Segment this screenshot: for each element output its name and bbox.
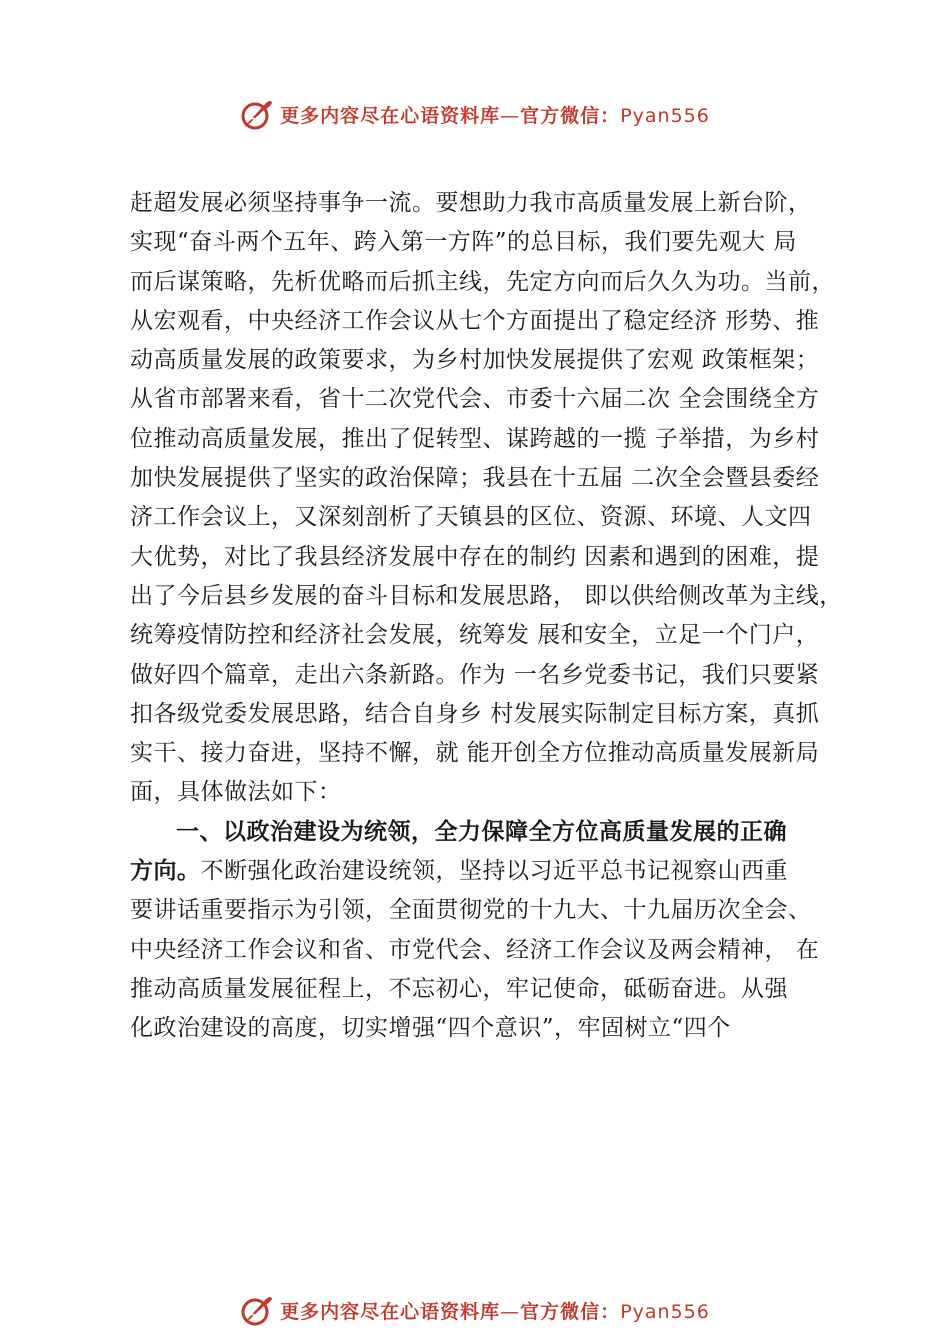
quill-pen-logo-icon bbox=[240, 97, 274, 131]
body-line: 出了今后县乡发展的奋斗目标和发展思路， 即以供给侧改革为主线， bbox=[130, 582, 843, 609]
body-line: 统筹疫情防控和经济社会发展，统筹发 展和安全，立足一个门户， bbox=[130, 622, 820, 649]
body-line: 做好四个篇章，走出六条新路。作为 一名乡党委书记，我们只要紧 bbox=[130, 661, 820, 688]
footer-text bbox=[280, 1297, 710, 1324]
body-line: 推动高质量发展征程上，不忘初心，牢记使命，砥砺奋进。从强 bbox=[130, 975, 788, 1002]
header-contact-id: Pyan556 bbox=[620, 104, 710, 127]
body-line: 要讲话重要指示为引领，全面贯彻党的十九大、十九届历次全会、 bbox=[130, 897, 812, 924]
section-paragraph-start: 不断强化政治建设统领，坚持以习近平总书记视察山西重 bbox=[200, 858, 788, 885]
quill-pen-logo-icon bbox=[240, 1293, 274, 1327]
body-line: 而后谋策略，先析优略而后抓主线，先定方向而后久久为功。当前， bbox=[130, 268, 835, 295]
body-line: 面，具体做法如下： bbox=[130, 779, 342, 806]
body-line: 化政治建设的高度，切实增强“四个意识”，牢固树立“四个 bbox=[130, 1015, 731, 1042]
body-line: 动高质量发展的政策要求，为乡村加快发展提供了宏观 政策框架； bbox=[130, 347, 820, 374]
body-line: 中央经济工作会议和省、市党代会、经济工作会议及两会精神， 在 bbox=[130, 936, 820, 963]
footer-banner bbox=[0, 1290, 950, 1330]
body-line: 从省市部署来看，省十二次党代会、市委十六届二次 全会围绕全方 bbox=[130, 386, 820, 413]
header-separator: — bbox=[500, 104, 521, 127]
document-body bbox=[130, 184, 850, 1049]
footer-site: 更多内容尽在心语资料库 bbox=[280, 1300, 501, 1323]
footer-contact-id: Pyan556 bbox=[620, 1300, 710, 1323]
body-line: 济工作会议上，又深刻剖析了天镇县的区位、资源、环境、人文四 bbox=[130, 504, 812, 531]
body-line: 位推动高质量发展，推出了促转型、谋跨越的一揽 子举措，为乡村 bbox=[130, 425, 820, 452]
footer-contact-label: 官方微信： bbox=[520, 1300, 621, 1323]
footer-separator: — bbox=[500, 1300, 521, 1323]
body-line: 实现“奋斗两个五年、跨入第一方阵”的总目标，我们要先观大 局 bbox=[130, 229, 797, 256]
body-line: 从宏观看，中央经济工作会议从七个方面提出了稳定经济 形势、推 bbox=[130, 307, 820, 334]
body-line: 扣各级党委发展思路，结合自身乡 村发展实际制定目标方案，真抓 bbox=[130, 700, 820, 727]
section-heading-continuation bbox=[130, 852, 850, 891]
section-heading: 一、以政治建设为统领，全力保障全方位高质量发展的正确 bbox=[176, 818, 787, 845]
body-line: 赶超发展必须坚持事争一流。要想助力我市高质量发展上新台阶， bbox=[130, 190, 812, 216]
header-contact-label: 官方微信： bbox=[520, 104, 621, 127]
body-line: 实干、接力奋进，坚持不懈，就 能开创全方位推动高质量发展新局 bbox=[130, 740, 820, 767]
header-banner bbox=[0, 94, 950, 134]
body-line: 加快发展提供了坚实的政治保障；我县在十五届 二次全会暨县委经 bbox=[130, 465, 820, 492]
body-line: 大优势，对比了我县经济发展中存在的制约 因素和遇到的困难，提 bbox=[130, 543, 820, 570]
section-heading-end: 方向。 bbox=[130, 858, 201, 885]
header-text bbox=[280, 101, 710, 128]
header-site: 更多内容尽在心语资料库 bbox=[280, 104, 501, 127]
